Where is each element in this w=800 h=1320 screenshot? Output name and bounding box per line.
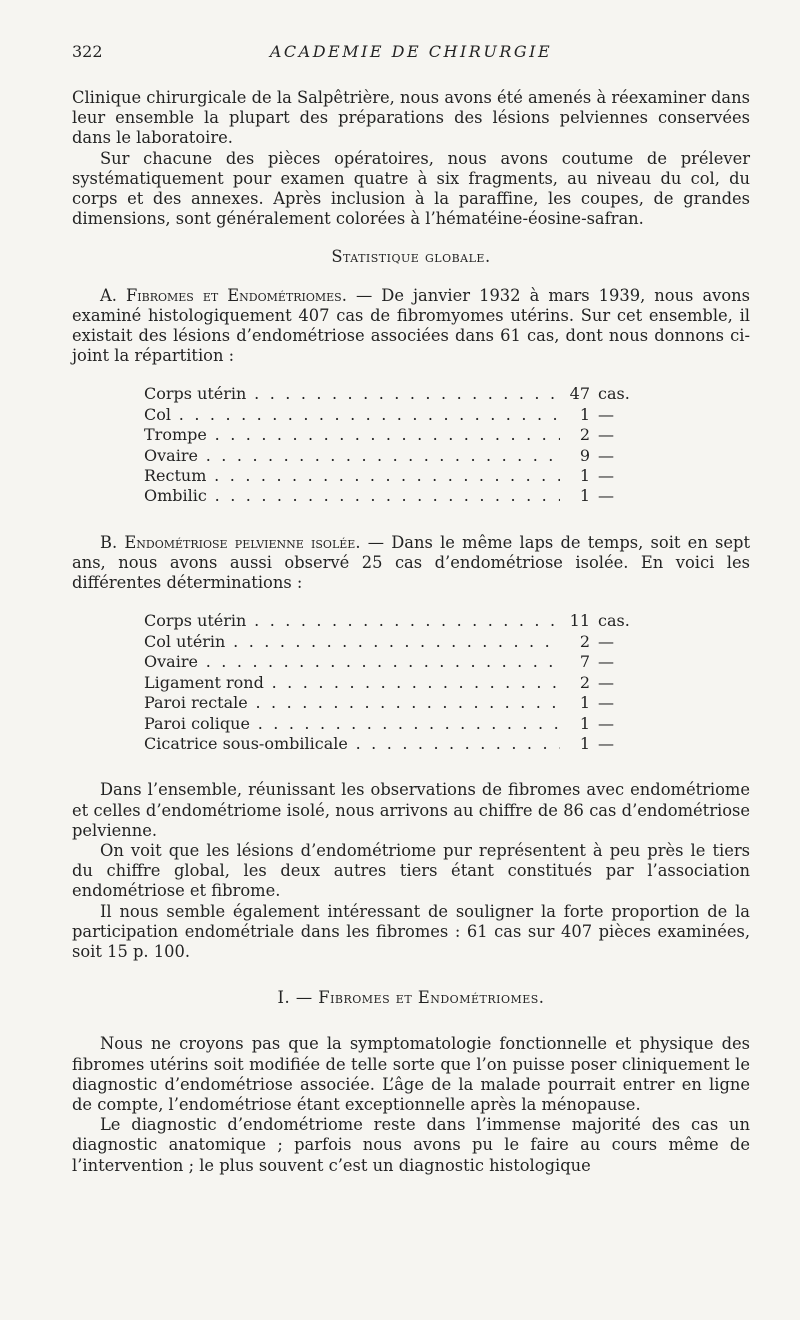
row-count: 47	[569, 384, 590, 404]
row-count: 1	[579, 693, 590, 713]
row-unit: —	[598, 445, 614, 465]
section-heading-i: I. — Fibromes et Endométriomes.	[277, 988, 545, 1008]
row-count: 1	[579, 713, 590, 733]
row-label: Ovaire . . .	[144, 446, 560, 466]
paragraph-1: Clinique chirurgicale de la Salpêtrière, nous avons été amenés à réexaminer dans leur ensemble la plupart des préparations des lésions pelviennes conservées dans le laboratoire.	[72, 88, 750, 148]
table-row	[144, 405, 678, 425]
row-unit: —	[598, 652, 614, 672]
row-label: Corps utérin . . .	[144, 611, 560, 631]
row-count: 1	[579, 486, 590, 506]
row-count: 2	[579, 425, 590, 445]
paragraph-a-label: A. Fibromes et Endométriomes.	[100, 285, 347, 305]
row-count: 11	[569, 611, 590, 631]
table-row	[144, 611, 678, 631]
table-row	[144, 446, 678, 466]
paragraph-b-text: — Dans le même laps de temps, soit en sept ans, nous avons aussi observé 25 cas d’endométriose isolée. En voici les différentes déterminations :	[72, 532, 750, 593]
row-label: Ligament rond . . .	[144, 673, 560, 693]
table-row	[144, 714, 678, 734]
row-count: 1	[579, 733, 590, 753]
paragraph-b-label: B. Endométriose pelvienne isolée.	[100, 532, 361, 552]
row-label: Ombilic . . .	[144, 486, 560, 506]
table-row	[144, 734, 678, 754]
paragraph-2: Sur chacune des pièces opératoires, nous avons coutume de prélever systématiquement pour examen quatre à six fragments, au niveau du col, du corps et des annexes. Après inclusion à la paraffine, les coupes, de grandes dimensions, sont généralement colorées à l’hématéine-éosine-safran.	[72, 148, 750, 229]
row-unit: cas.	[598, 611, 630, 631]
table-fibromes	[144, 384, 678, 506]
paragraph-5: Il nous semble également intéressant de souligner la forte proportion de la participation endométriale dans les fibromes : 61 cas sur 407 pièces examinées, soit 15 p. 100.	[72, 901, 750, 961]
row-count: 9	[579, 445, 590, 465]
row-unit: —	[598, 425, 614, 445]
row-label: Ovaire . . .	[144, 652, 560, 672]
row-unit: —	[598, 713, 614, 733]
table-row	[144, 384, 678, 404]
row-label: Paroi colique . . .	[144, 714, 560, 734]
row-unit: —	[598, 672, 614, 692]
row-unit: —	[598, 404, 614, 424]
row-unit: —	[598, 631, 614, 651]
table-row	[144, 466, 678, 486]
table-row	[144, 486, 678, 506]
paragraph-a-text: — De janvier 1932 à mars 1939, nous avons examiné histologiquement 407 cas de fibromyomes utérins. Sur cet ensemble, il existait des lésions d’endométriose associées dans 61 cas, dont nous donnons ci-joint la répartition :	[72, 285, 750, 366]
paragraph-7: Le diagnostic d’endométriome reste dans l’immense majorité des cas un diagnostic anatomique ; parfois nous avons pu le faire au cours même de l’intervention ; le plus souvent c’est un diagnostic histologique	[72, 1115, 750, 1175]
row-label: Rectum . . .	[144, 466, 560, 486]
row-count: 1	[579, 404, 590, 424]
table-endometriose-isolee	[144, 611, 678, 754]
row-label: Corps utérin . . .	[144, 384, 560, 404]
row-label: Col . . .	[144, 405, 560, 425]
row-count: 2	[579, 672, 590, 692]
section-heading-statistique: Statistique globale.	[331, 247, 491, 267]
row-unit: —	[598, 733, 614, 753]
paragraph-b	[72, 533, 750, 594]
table-row	[144, 652, 678, 672]
row-unit: cas.	[598, 384, 630, 404]
running-title: ACADEMIE DE CHIRURGIE	[269, 42, 553, 61]
page-body	[72, 88, 750, 1176]
paragraph-3: Dans l’ensemble, réunissant les observations de fibromes avec endométriome et celles d’endométriome isolé, nous arrivons au chiffre de 86 cas d’endométriose pelvienne.	[72, 780, 750, 840]
table-row	[144, 693, 678, 713]
page-header	[72, 42, 750, 68]
table-row	[144, 632, 678, 652]
page-number: 322	[72, 42, 103, 61]
row-count: 7	[579, 652, 590, 672]
paragraph-6: Nous ne croyons pas que la symptomatologie fonctionnelle et physique des fibromes utérins soit modifiée de telle sorte que l’on puisse poser cliniquement le diagnostic d’endométriose associée. L’âge de la malade pourrait entrer en ligne de compte, l’endométriose étant exceptionnelle après la ménopause.	[72, 1034, 750, 1114]
row-label: Trompe . . .	[144, 425, 560, 445]
row-count: 2	[579, 631, 590, 651]
row-unit: —	[598, 486, 614, 506]
paragraph-4: On voit que les lésions d’endométriome pur représentent à peu près le tiers du chiffre global, les deux autres tiers étant constitués par l’association endométriose et fibrome.	[72, 840, 750, 901]
row-unit: —	[598, 693, 614, 713]
paragraph-a	[72, 286, 750, 367]
row-label: Cicatrice sous-ombilicale . . .	[144, 734, 560, 754]
row-label: Paroi rectale . . .	[144, 693, 560, 713]
row-label: Col utérin . . .	[144, 632, 560, 652]
row-count: 1	[579, 466, 590, 486]
table-row	[144, 425, 678, 445]
table-row	[144, 673, 678, 693]
row-unit: —	[598, 466, 614, 486]
